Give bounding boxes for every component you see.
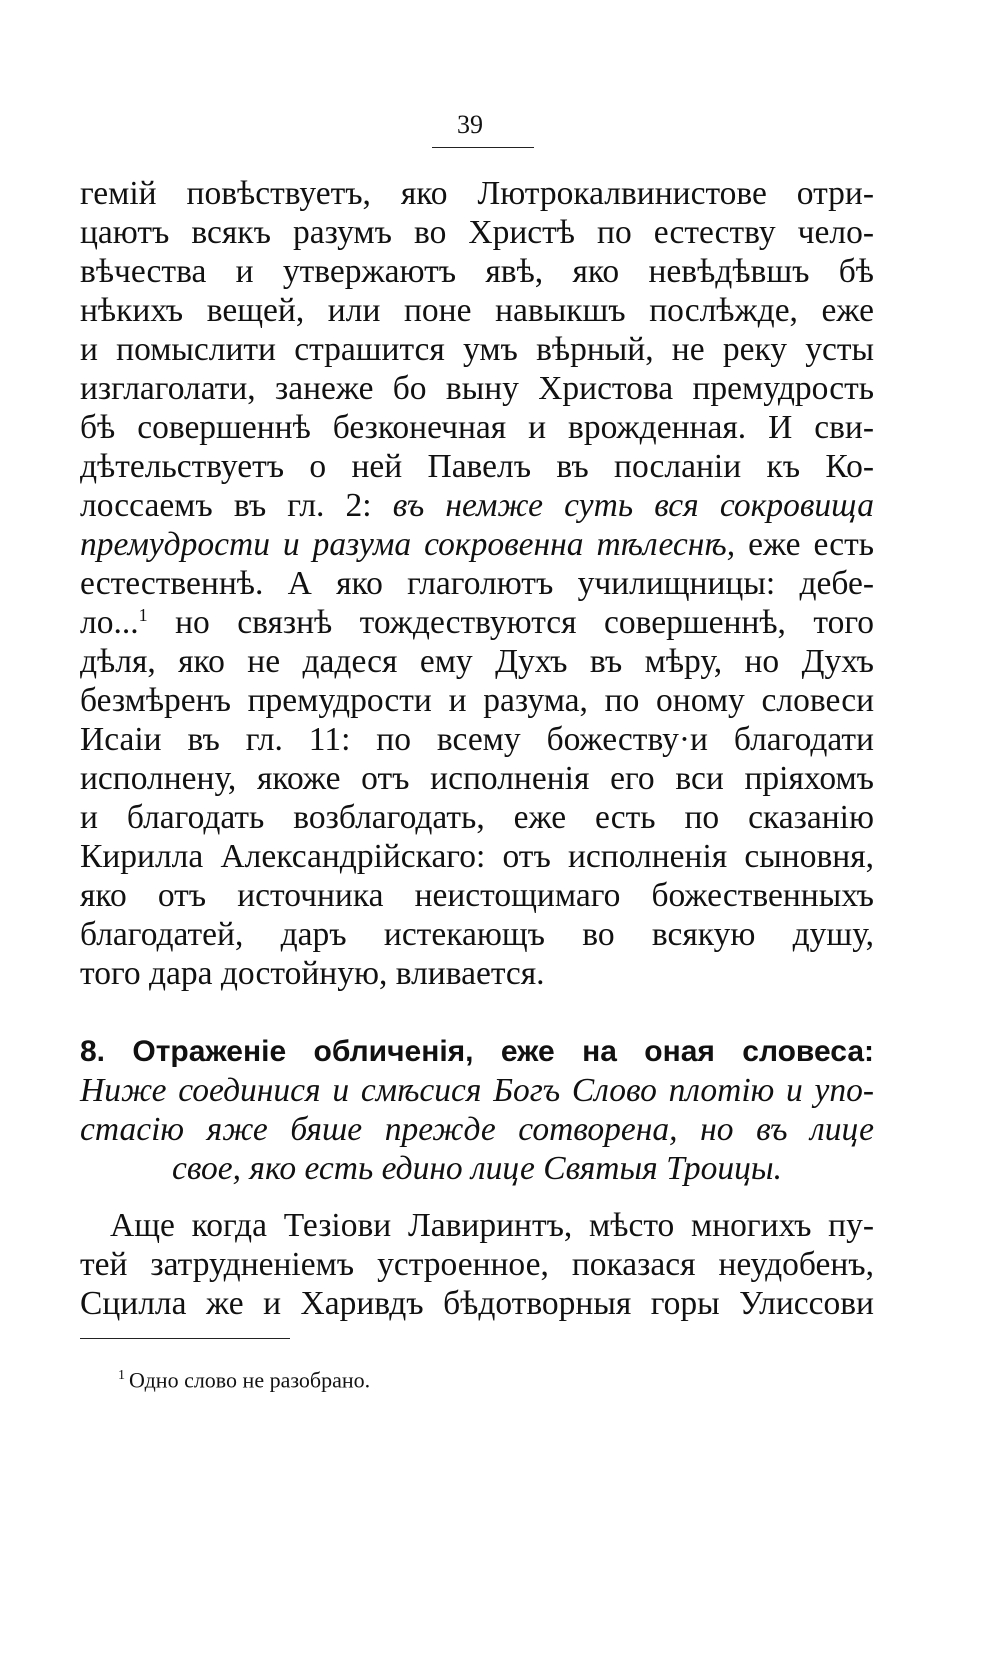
text-line: дѣтельствуетъ о ней Павелъ въ посланіи къ Ко- [80, 448, 874, 485]
footnote [118, 1362, 370, 1394]
text-span: но связнѣ тождествуются совершеннѣ, того [175, 604, 874, 641]
text-line: гемій повѣствуетъ, яко Лютрокалвинистове отри- [80, 175, 874, 212]
footnote-rule [80, 1338, 290, 1339]
footnote-reference[interactable]: 1 [138, 604, 148, 625]
text-line: и помыслити страшится умъ вѣрный, не реку усты [80, 331, 874, 368]
text-line: естественнѣ. А яко глаголютъ училищницы: дебе- [80, 565, 874, 602]
text-line: и благодать возблагодать, еже есть по сказанію [80, 799, 874, 836]
text-line: дѣля, яко не дадеся ему Духъ въ мѣру, но Духъ [80, 643, 874, 680]
text-line: Сцилла же и Харивдъ бѣдотворныя горы Улиссови [80, 1285, 874, 1322]
text-line: цаютъ всякъ разумъ во Христѣ по естеству чело- [80, 214, 874, 251]
text-line: бѣ совершеннѣ безконечная и врожденная. И сви- [80, 409, 874, 446]
text-line: благодатей, даръ истекающъ во всякую душу, [80, 916, 874, 953]
text-line-mixed [80, 525, 874, 565]
text-span: лоссаемъ въ гл. 2: [80, 487, 372, 524]
footnote-mark: 1 [118, 1368, 125, 1383]
text-line: тей затрудненіемъ устроенное, показася неудобенъ, [80, 1246, 874, 1283]
heading-italic-line: свое, яко есть едино лице Святыя Троицы. [172, 1150, 782, 1187]
page-number: 39 [457, 110, 483, 139]
text-line: изглаголати, занеже бо выну Христова премудрость [80, 370, 874, 407]
footnote-text: Одно слово не разобрано. [129, 1367, 371, 1393]
text-span: еже есть [748, 526, 874, 563]
italic-quote: въ немже суть вся сокровища [392, 487, 875, 524]
text-line-mixed [80, 486, 874, 526]
heading-italic-line: Ниже соединися и смѣсися Богъ Слово плотію и упо- [80, 1072, 874, 1109]
text-line: Аще когда Тезіови Лавиринтъ, мѣсто многихъ пу- [110, 1207, 874, 1244]
text-line: того дара достойную, вливается. [80, 955, 545, 992]
text-line: Исаіи въ гл. 11: по всему божеству·и благодати [80, 721, 874, 758]
text-span: ло... [80, 604, 139, 641]
text-line: яко отъ источника неистощимаго божественныхъ [80, 877, 874, 914]
text-line: вѣчества и утвержаютъ явѣ, яко невѣдѣвшъ бѣ [80, 253, 874, 290]
text-line-mixed [80, 603, 874, 643]
section-heading: 8. Отраженіе обличенія, еже на оная словеса: [80, 1035, 874, 1068]
italic-quote: премудрости и разума сокровенна тѣлеснѣ, [80, 526, 736, 563]
text-line: исполнену, якоже отъ исполненія его вси пріяхомъ [80, 760, 874, 797]
text-line: Кирилла Александрійскаго: отъ исполненія сыновня, [80, 838, 874, 875]
heading-italic-line: стасію яже бяше прежде сотворена, но въ лице [80, 1111, 874, 1148]
page-number-rule [432, 147, 534, 148]
text-line: нѣкихъ вещей, или поне навыкшъ послѣжде, еже [80, 292, 874, 329]
text-line: безмѣренъ премудрости и разума, по оному словеси [80, 682, 874, 719]
